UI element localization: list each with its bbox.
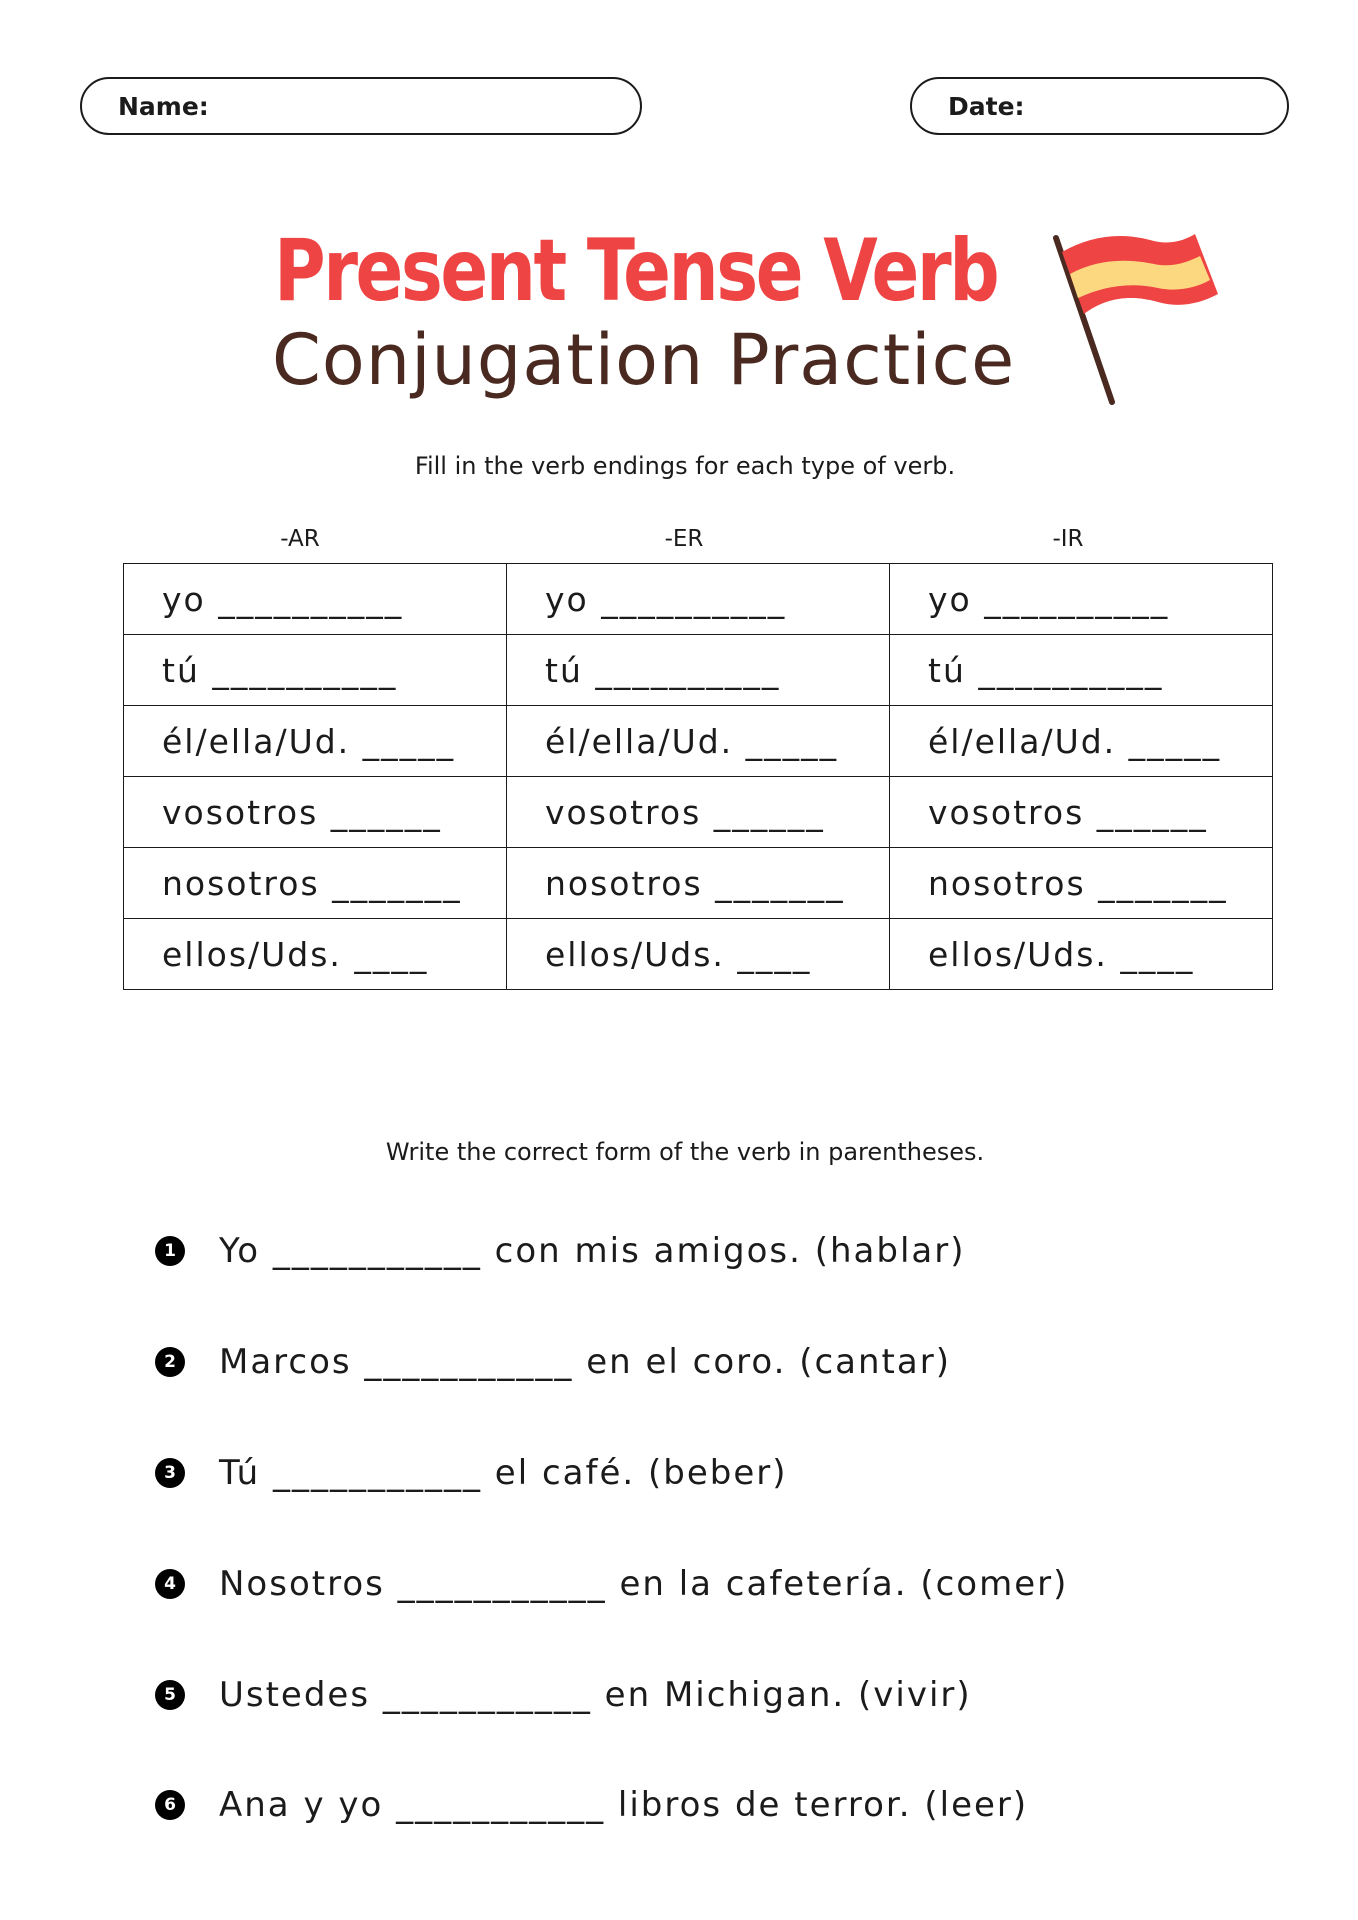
table-cell[interactable]: vosotros ______ [507,777,890,848]
date-field[interactable] [910,77,1289,135]
exercise-item[interactable] [155,1448,787,1498]
name-field[interactable] [80,77,642,135]
column-header-ir: -IR [1052,526,1084,552]
exercise-item[interactable] [155,1670,972,1720]
table-cell[interactable]: él/ella/Ud. _____ [890,706,1273,777]
table-cell[interactable]: ellos/Uds. ____ [507,919,890,990]
table-row [124,635,1273,706]
table-cell[interactable]: tú __________ [890,635,1273,706]
table-row [124,848,1273,919]
table-cell[interactable]: vosotros ______ [124,777,507,848]
table-cell[interactable]: yo __________ [507,564,890,635]
table-cell[interactable]: tú __________ [124,635,507,706]
exercise-text: Tú ___________ el café. (beber) [219,1453,788,1493]
table-cell[interactable]: vosotros ______ [890,777,1273,848]
table-cell[interactable]: tú __________ [507,635,890,706]
exercise-instruction: Write the correct form of the verb in parentheses. [385,1138,985,1166]
conjugation-table [123,563,1273,990]
number-badge: 5 [155,1680,185,1710]
table-cell[interactable]: ellos/Uds. ____ [890,919,1273,990]
table-cell[interactable]: él/ella/Ud. _____ [507,706,890,777]
spanish-flag-icon [1050,232,1220,412]
exercise-text: Ana y yo ___________ libros de terror. (leer) [219,1785,1029,1825]
table-row [124,919,1273,990]
table-cell[interactable]: nosotros _______ [890,848,1273,919]
exercise-text: Ustedes ___________ en Michigan. (vivir) [219,1675,972,1715]
name-label: Name: [118,91,209,121]
number-badge: 4 [155,1569,185,1599]
number-badge: 3 [155,1458,185,1488]
number-badge: 6 [155,1790,185,1820]
exercise-item[interactable] [155,1780,1028,1830]
table-row [124,706,1273,777]
table-cell[interactable]: ellos/Uds. ____ [124,919,507,990]
table-cell[interactable]: él/ella/Ud. _____ [124,706,507,777]
exercise-item[interactable] [155,1559,1068,1609]
table-instruction: Fill in the verb endings for each type of verb. [414,452,956,480]
table-cell[interactable]: nosotros _______ [124,848,507,919]
exercise-item[interactable] [155,1337,951,1387]
exercise-text: Marcos ___________ en el coro. (cantar) [219,1342,951,1382]
column-header-er: -ER [664,526,704,552]
table-cell[interactable]: nosotros _______ [507,848,890,919]
page-subtitle: Conjugation Practice [272,319,1016,401]
date-label: Date: [948,91,1025,121]
page-title: Present Tense Verb [274,221,998,321]
table-row [124,564,1273,635]
exercise-text: Nosotros ___________ en la cafetería. (comer) [219,1564,1069,1604]
number-badge: 2 [155,1347,185,1377]
exercise-item[interactable] [155,1226,965,1276]
number-badge: 1 [155,1236,185,1266]
table-cell[interactable]: yo __________ [124,564,507,635]
table-row [124,777,1273,848]
table-cell[interactable]: yo __________ [890,564,1273,635]
column-header-ar: -AR [280,526,320,552]
exercise-text: Yo ___________ con mis amigos. (hablar) [219,1231,966,1271]
